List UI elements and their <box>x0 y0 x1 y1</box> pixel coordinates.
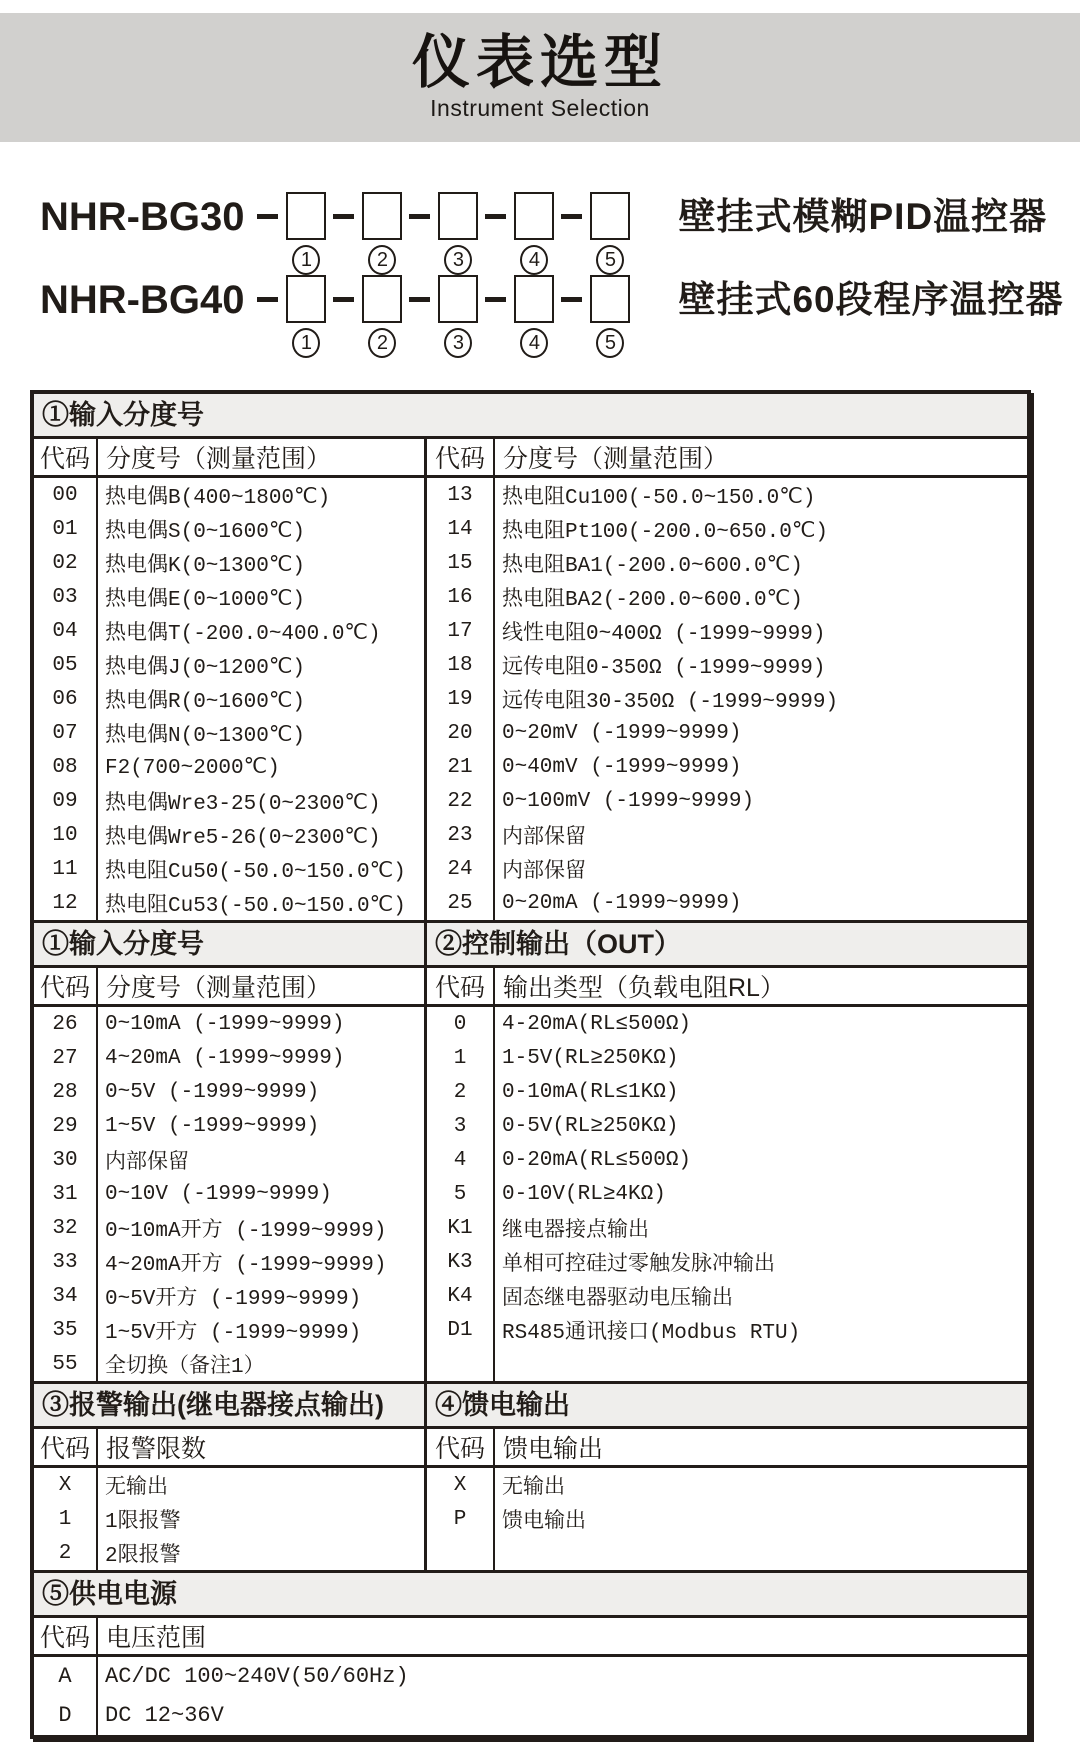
desc-cell: 4~20mA开方 (-1999~9999) <box>105 1254 387 1277</box>
table-row <box>34 852 424 886</box>
code-cell: 31 <box>52 1182 78 1206</box>
desc-cell: 4~20mA (-1999~9999) <box>105 1046 345 1070</box>
code-cell: 4 <box>453 1148 467 1172</box>
desc-cell: 热电阻Cu53(-50.0~150.0℃) <box>105 895 406 918</box>
code-slots <box>250 275 630 358</box>
code-box <box>514 275 554 323</box>
code-slot <box>362 192 402 275</box>
section1-right <box>427 439 1027 920</box>
table-row <box>34 648 424 682</box>
rows <box>34 478 424 920</box>
code-slot <box>514 192 554 275</box>
desc-cell: 0~5V开方 (-1999~9999) <box>105 1288 362 1311</box>
circled-number: 4 <box>520 328 548 358</box>
desc-cell: 0~100mV (-1999~9999) <box>502 789 755 813</box>
desc-cell: 1~5V (-1999~9999) <box>105 1114 320 1138</box>
table-row <box>427 1041 1027 1075</box>
section3-left <box>34 1429 427 1570</box>
code-cell: A <box>58 1664 72 1689</box>
section2-right <box>427 968 1027 1381</box>
code-slot <box>438 192 478 275</box>
code-cell: D1 <box>447 1318 473 1342</box>
section3-body <box>34 1429 1027 1570</box>
circled-number: 3 <box>444 328 472 358</box>
code-cell: 15 <box>447 551 473 575</box>
section5-full <box>34 1618 1027 1735</box>
column-header-row <box>34 439 424 478</box>
code-column-header: 代码 <box>39 1435 90 1463</box>
table-row <box>34 1109 424 1143</box>
code-box <box>438 192 478 240</box>
table-row <box>427 852 1027 886</box>
code-cell: 08 <box>52 755 78 779</box>
desc-cell: 热电阻Cu100(-50.0~150.0℃) <box>502 487 816 510</box>
desc-cell: 1-5V(RL≥250KΩ) <box>502 1046 679 1070</box>
table-row <box>427 886 1027 920</box>
table-row <box>34 1347 424 1381</box>
desc-cell: 0~5V (-1999~9999) <box>105 1080 320 1104</box>
section2-body <box>34 968 1027 1381</box>
section5-body <box>34 1618 1027 1735</box>
table-row <box>34 750 424 784</box>
code-slot <box>514 275 554 358</box>
code-cell: 04 <box>52 619 78 643</box>
code-cell: P <box>453 1507 467 1531</box>
desc-cell: 内部保留 <box>502 861 586 884</box>
table-row <box>427 750 1027 784</box>
desc-cell: 固态继电器驱动电压输出 <box>502 1288 733 1311</box>
desc-cell: 远传电阻0-350Ω (-1999~9999) <box>502 657 826 680</box>
code-cell: 30 <box>52 1148 78 1172</box>
column-header-row <box>34 1429 424 1468</box>
code-cell: 24 <box>447 857 473 881</box>
code-box <box>286 192 326 240</box>
table-row <box>34 818 424 852</box>
code-box <box>590 275 630 323</box>
code-cell: 1 <box>453 1046 467 1070</box>
desc-cell: 全切换（备注1） <box>105 1356 265 1379</box>
desc-cell: 热电阻BA1(-200.0~600.0℃) <box>502 555 803 578</box>
desc-cell: 热电偶Wre5-26(0~2300℃) <box>105 827 381 850</box>
table-row <box>427 478 1027 512</box>
code-cell: K3 <box>447 1250 473 1274</box>
table-row <box>427 546 1027 580</box>
code-slots <box>250 192 630 275</box>
code-cell: 06 <box>52 687 78 711</box>
desc-cell: 0-5V(RL≥250KΩ) <box>502 1114 679 1138</box>
table-row <box>34 512 424 546</box>
code-cell: 09 <box>52 789 78 813</box>
model-row-bg40 <box>40 275 1064 358</box>
column-header-row <box>427 968 1027 1007</box>
desc-cell: 0~10mA开方 (-1999~9999) <box>105 1220 387 1243</box>
desc-cell: DC 12~36V <box>105 1703 224 1728</box>
rows <box>427 1007 1027 1347</box>
desc-cell: 热电阻Cu50(-50.0~150.0℃) <box>105 861 406 884</box>
code-box <box>362 192 402 240</box>
code-cell: 10 <box>52 823 78 847</box>
table-row <box>34 1279 424 1313</box>
table-row <box>34 886 424 920</box>
desc-cell: 热电偶R(0~1600℃) <box>105 691 306 714</box>
code-column-header: 代码 <box>434 1435 485 1463</box>
code-slot <box>590 275 630 358</box>
table-row <box>34 580 424 614</box>
page-title: 仪表选型 <box>411 30 668 95</box>
table-row <box>34 1657 1027 1696</box>
code-cell: 12 <box>52 891 78 915</box>
column-header-row <box>427 439 1027 478</box>
circled-number: 3 <box>444 245 472 275</box>
table-row <box>34 1143 424 1177</box>
desc-column-header: 分度号（测量范围） <box>503 445 729 473</box>
table-row <box>34 478 424 512</box>
circled-number: 5 <box>596 328 624 358</box>
section2-left <box>34 968 427 1381</box>
section5-band <box>34 1570 1027 1618</box>
table-row <box>427 1075 1027 1109</box>
desc-cell: 热电偶E(0~1000℃) <box>105 589 306 612</box>
code-column-header: 代码 <box>39 445 90 473</box>
rows <box>427 1468 1027 1536</box>
desc-cell: 热电偶Wre3-25(0~2300℃) <box>105 793 381 816</box>
code-box <box>590 192 630 240</box>
code-cell: 07 <box>52 721 78 745</box>
code-slot <box>590 192 630 275</box>
section1-left <box>34 439 427 920</box>
desc-cell: 0~20mV (-1999~9999) <box>502 721 742 745</box>
code-cell: 11 <box>52 857 78 881</box>
table-row <box>34 1041 424 1075</box>
table-row <box>427 716 1027 750</box>
desc-cell: 内部保留 <box>502 827 586 850</box>
section1-title: ①输入分度号 <box>42 400 204 430</box>
code-slot <box>286 275 326 358</box>
table-row <box>34 1468 424 1502</box>
table-row <box>34 784 424 818</box>
code-cell: 27 <box>52 1046 78 1070</box>
code-cell: 18 <box>447 653 473 677</box>
circled-number: 5 <box>596 245 624 275</box>
desc-cell: 热电偶J(0~1200℃) <box>105 657 306 680</box>
code-cell: 22 <box>447 789 473 813</box>
code-cell: K4 <box>447 1284 473 1308</box>
desc-cell: 线性电阻0~400Ω (-1999~9999) <box>502 623 826 646</box>
code-cell: 26 <box>52 1012 78 1036</box>
title-band <box>0 13 1080 142</box>
code-column-header: 代码 <box>434 445 485 473</box>
code-cell: 23 <box>447 823 473 847</box>
circled-number: 1 <box>292 245 320 275</box>
desc-cell: 热电偶B(400~1800℃) <box>105 487 331 510</box>
code-cell: 21 <box>447 755 473 779</box>
desc-cell: F2(700~2000℃) <box>105 757 280 780</box>
code-cell: 33 <box>52 1250 78 1274</box>
desc-cell: AC/DC 100~240V(50/60Hz) <box>105 1664 409 1689</box>
table-row <box>34 1177 424 1211</box>
table-row <box>427 1109 1027 1143</box>
code-slot <box>286 192 326 275</box>
desc-cell: 0-10V(RL≥4KΩ) <box>502 1182 666 1206</box>
rows <box>34 1468 424 1570</box>
code-column-header: 代码 <box>39 974 90 1002</box>
circled-number: 2 <box>368 245 396 275</box>
table-row <box>34 1313 424 1347</box>
code-cell: 3 <box>453 1114 467 1138</box>
code-cell: K1 <box>447 1216 473 1240</box>
table-row <box>427 1211 1027 1245</box>
code-cell: 03 <box>52 585 78 609</box>
code-cell: 13 <box>447 483 473 507</box>
model-code: NHR-BG30 <box>40 195 245 239</box>
table-row <box>427 1279 1027 1313</box>
table-row <box>34 1211 424 1245</box>
code-cell: 34 <box>52 1284 78 1308</box>
desc-column-header: 输出类型（负载电阻RL） <box>503 974 785 1002</box>
code-cell: 55 <box>52 1352 78 1376</box>
code-cell: 5 <box>453 1182 467 1206</box>
code-cell: 17 <box>447 619 473 643</box>
table-row <box>427 1468 1027 1502</box>
code-slot <box>362 275 402 358</box>
selection-table <box>30 390 1031 1739</box>
desc-column-header: 馈电输出 <box>503 1435 604 1463</box>
desc-cell: 0~40mV (-1999~9999) <box>502 755 742 779</box>
code-cell: 28 <box>52 1080 78 1104</box>
model-row-bg30 <box>40 192 1064 275</box>
desc-cell: 0-10mA(RL≤1KΩ) <box>502 1080 679 1104</box>
code-cell: 1 <box>58 1507 72 1531</box>
table-row <box>427 1177 1027 1211</box>
code-cell: 29 <box>52 1114 78 1138</box>
circled-number: 4 <box>520 245 548 275</box>
section5-title: ⑤供电电源 <box>42 1579 177 1609</box>
code-cell: 02 <box>52 551 78 575</box>
desc-cell: 4-20mA(RL≤500Ω) <box>502 1012 692 1036</box>
desc-cell: 热电偶N(0~1300℃) <box>105 725 306 748</box>
desc-cell: 单相可控硅过零触发脉冲输出 <box>502 1254 775 1277</box>
table-row <box>427 818 1027 852</box>
table-row <box>34 614 424 648</box>
table-row <box>34 1075 424 1109</box>
code-cell: 2 <box>58 1541 72 1565</box>
section3-band <box>34 1381 1027 1429</box>
code-cell: 01 <box>52 517 78 541</box>
code-cell: X <box>58 1473 72 1497</box>
desc-cell: 热电偶K(0~1300℃) <box>105 555 306 578</box>
rows <box>34 1007 424 1381</box>
code-cell: 25 <box>447 891 473 915</box>
desc-cell: 继电器接点输出 <box>502 1220 649 1243</box>
table-row <box>427 682 1027 716</box>
desc-cell: 0~10mA (-1999~9999) <box>105 1012 345 1036</box>
desc-column-header: 电压范围 <box>106 1624 207 1652</box>
table-row <box>34 682 424 716</box>
code-column-header: 代码 <box>39 1624 90 1652</box>
code-column-header: 代码 <box>434 974 485 1002</box>
desc-cell: 热电偶S(0~1600℃) <box>105 521 306 544</box>
desc-cell: 0-20mA(RL≤500Ω) <box>502 1148 692 1172</box>
table-row <box>427 1313 1027 1347</box>
desc-cell: 内部保留 <box>105 1152 189 1175</box>
code-box <box>362 275 402 323</box>
rows <box>34 1657 1027 1735</box>
table-row <box>427 1245 1027 1279</box>
code-cell: 19 <box>447 687 473 711</box>
section1-band <box>34 394 1027 439</box>
circled-number: 1 <box>292 328 320 358</box>
code-cell: 20 <box>447 721 473 745</box>
table-row <box>427 648 1027 682</box>
desc-cell: 1限报警 <box>105 1511 181 1534</box>
code-cell: 05 <box>52 653 78 677</box>
table-row <box>34 1502 424 1536</box>
desc-cell: 无输出 <box>502 1477 565 1500</box>
model-description: 壁挂式模糊PID温控器 <box>678 196 1048 237</box>
circled-number: 2 <box>368 328 396 358</box>
table-row <box>34 1007 424 1041</box>
model-code-diagrams <box>40 192 1064 358</box>
column-header-row <box>34 968 424 1007</box>
table-row <box>34 716 424 750</box>
code-cell: 35 <box>52 1318 78 1342</box>
code-slot <box>438 275 478 358</box>
code-box <box>514 192 554 240</box>
desc-column-header: 分度号（测量范围） <box>106 445 332 473</box>
table-row <box>427 512 1027 546</box>
table-row <box>427 580 1027 614</box>
rows <box>427 478 1027 920</box>
desc-cell: 1~5V开方 (-1999~9999) <box>105 1322 362 1345</box>
table-row <box>427 784 1027 818</box>
code-cell: 0 <box>453 1012 467 1036</box>
desc-cell: 2限报警 <box>105 1545 181 1568</box>
code-cell: X <box>453 1473 467 1497</box>
table-row <box>427 1143 1027 1177</box>
desc-cell: 无输出 <box>105 1477 168 1500</box>
code-cell: 16 <box>447 585 473 609</box>
table-row <box>34 1245 424 1279</box>
desc-column-header: 报警限数 <box>106 1435 207 1463</box>
column-header-row <box>427 1429 1027 1468</box>
model-code: NHR-BG40 <box>40 278 245 322</box>
table-row <box>34 1536 424 1570</box>
column-header-row <box>34 1618 1027 1657</box>
code-box <box>438 275 478 323</box>
desc-cell: 0~10V (-1999~9999) <box>105 1182 332 1206</box>
code-cell: 14 <box>447 517 473 541</box>
desc-cell: 远传电阻30-350Ω (-1999~9999) <box>502 691 839 714</box>
desc-cell: 热电偶T(-200.0~400.0℃) <box>105 623 381 646</box>
section4-right <box>427 1429 1027 1570</box>
desc-column-header: 分度号（测量范围） <box>106 974 332 1002</box>
model-description: 壁挂式60段程序温控器 <box>678 279 1064 320</box>
table-row <box>34 546 424 580</box>
page-subtitle: Instrument Selection <box>430 95 650 121</box>
desc-cell: 热电阻Pt100(-200.0~650.0℃) <box>502 521 829 544</box>
section3-left-title: ③报警输出(继电器接点输出) <box>34 1384 427 1426</box>
code-cell: 32 <box>52 1216 78 1240</box>
desc-cell: 0~20mA (-1999~9999) <box>502 891 742 915</box>
section3-right-title: ④馈电输出 <box>435 1390 570 1420</box>
table-row <box>34 1696 1027 1735</box>
table-row <box>427 1502 1027 1536</box>
section2-left-title: ①输入分度号 <box>34 923 427 965</box>
code-cell: 2 <box>453 1080 467 1104</box>
table-row <box>427 614 1027 648</box>
code-box <box>286 275 326 323</box>
desc-cell: 热电阻BA2(-200.0~600.0℃) <box>502 589 803 612</box>
section2-band <box>34 920 1027 968</box>
desc-cell: RS485通讯接口(Modbus RTU) <box>502 1322 801 1345</box>
table-row <box>427 1007 1027 1041</box>
section2-right-title: ②控制输出（OUT） <box>435 929 681 959</box>
code-cell: 00 <box>52 483 78 507</box>
section1-body <box>34 439 1027 920</box>
desc-cell: 馈电输出 <box>502 1511 586 1534</box>
code-cell: D <box>58 1703 72 1728</box>
